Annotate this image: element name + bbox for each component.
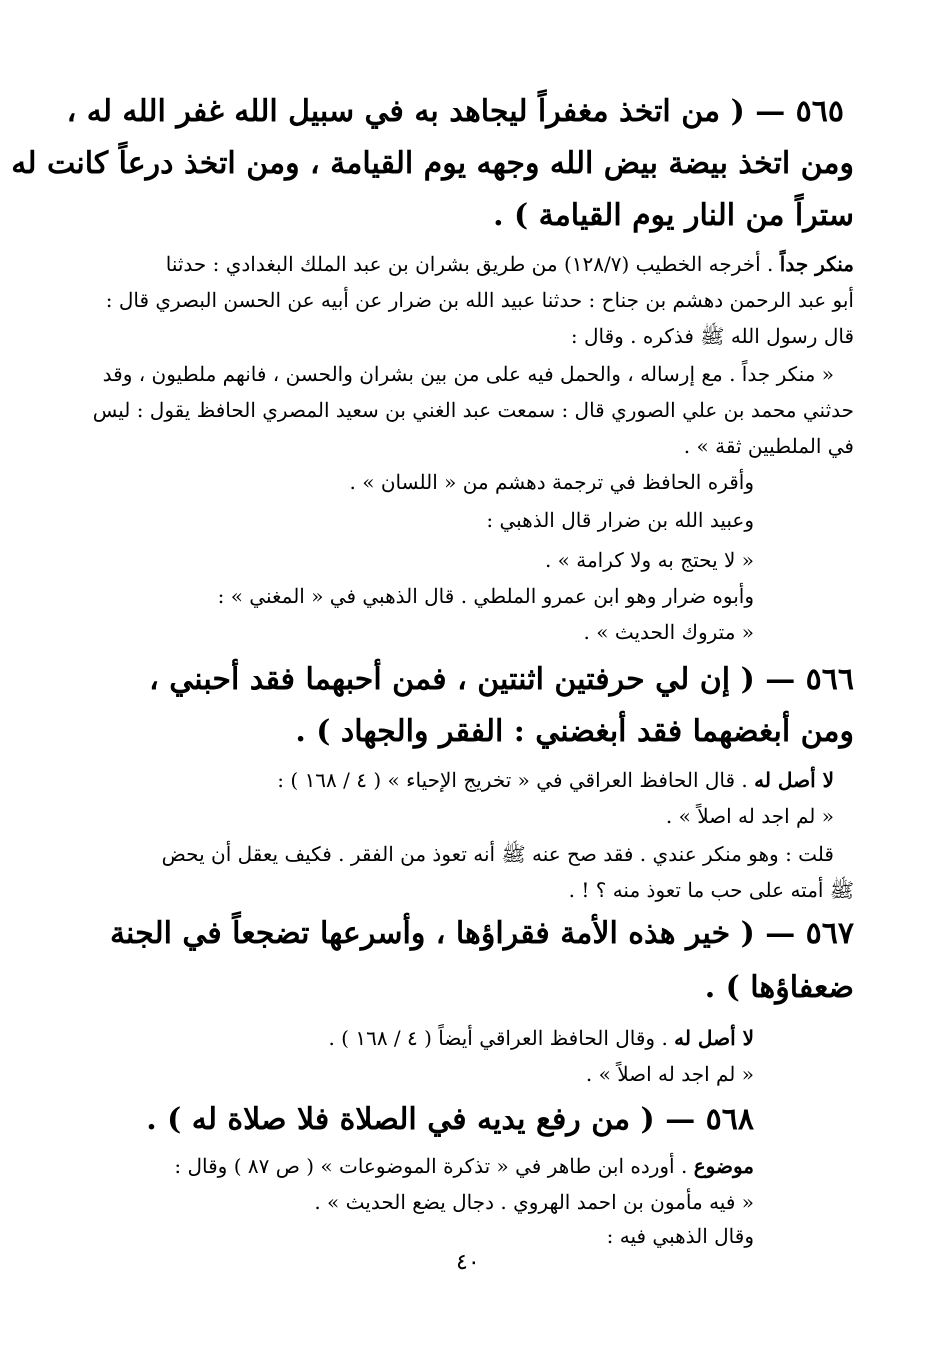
commentary-566-line-2: « لم اجد له اصلاً » . (665, 804, 834, 828)
grade-566: لا أصل له (754, 768, 834, 792)
commentary-568-line-1: موضوع . أورده ابن طاهر في « تذكرة الموضوعات » ( ص ٨٧ ) وقال : (174, 1154, 754, 1178)
hadith-565-line-3: ستراً من النار يوم القيامة ) . (493, 198, 854, 233)
hadith-566-line-1: ٥٦٦ — ( إن لي حرفتين اثنتين ، فمن أحبهما فقد أحبني ، (149, 662, 854, 697)
grade-565: منكر جداً (779, 252, 854, 276)
commentary-565-line-3: قال رسول الله ﷺ فذكره . وقال : (570, 324, 854, 348)
commentary-565-line-1: منكر جداً . أخرجه الخطيب (١٢٨/٧) من طريق بشران بن عبد الملك البغدادي : حدثنا (165, 252, 854, 276)
commentary-568-line-2: « فيه مأمون بن احمد الهروي . دجال يضع الحديث » . (314, 1190, 754, 1214)
commentary-565-line-5: حدثني محمد بن علي الصوري قال : سمعت عبد الغني بن سعيد المصري الحافظ يقول : ليس (92, 398, 854, 422)
commentary-565-line-8: وعبيد الله بن ضرار قال الذهبي : (486, 508, 754, 532)
commentary-566-line-3: قلت : وهو منكر عندي . فقد صح عنه ﷺ أنه تعوذ من الفقر . فكيف يعقل أن يحض (161, 842, 834, 866)
commentary-565-line-7: وأقره الحافظ في ترجمة دهشم من « اللسان » . (349, 470, 754, 494)
commentary-565-line-4: « منكر جداً . مع إرساله ، والحمل فيه على من بين بشران والحسن ، فانهم ملطيون ، وقد (102, 362, 834, 386)
commentary-566-line-1: لا أصل له . قال الحافظ العراقي في « تخريج الإحياء » ( ٤ / ١٦٨ ) : (277, 768, 834, 792)
grade-567: لا أصل له (674, 1026, 754, 1050)
commentary-565-line-11: « متروك الحديث » . (583, 620, 754, 644)
hadith-565-line-2: ومن اتخذ بيضة بيض الله وجهه يوم القيامة ، ومن اتخذ درعاً كانت له (11, 146, 854, 181)
commentary-566-line-4: ﷺ أمته على حب ما تعوذ منه ؟ ! . (568, 878, 854, 902)
page-number: ٤٠ (456, 1250, 480, 1275)
commentary-565-line-9: « لا يحتج به ولا كرامة » . (544, 548, 754, 572)
hadith-566-line-2: ومن أبغضهما فقد أبغضني : الفقر والجهاد ) . (295, 714, 854, 749)
hadith-565-line-1: ٥٦٥ — ( من اتخذ مغفراً ليجاهد به في سبيل الله غفر الله له ، (66, 94, 844, 129)
commentary-568-line-3: وقال الذهبي فيه : (606, 1224, 754, 1248)
commentary-565-line-6: في الملطيين ثقة » . (683, 434, 854, 458)
commentary-565-line-10: وأبوه ضرار وهو ابن عمرو الملطي . قال الذهبي في « المغني » : (217, 584, 754, 608)
hadith-567-line-1: ٥٦٧ — ( خير هذه الأمة فقراؤها ، وأسرعها تضجعاً في الجنة (109, 916, 854, 951)
commentary-567-line-1: لا أصل له . وقال الحافظ العراقي أيضاً ( ٤ / ١٦٨ ) . (328, 1026, 754, 1050)
commentary-567-line-2: « لم اجد له اصلاً » . (585, 1062, 754, 1086)
grade-568: موضوع (693, 1154, 754, 1178)
hadith-567-line-2: ضعفاؤها ) . (704, 970, 854, 1005)
hadith-568-line-1: ٥٦٨ — ( من رفع يديه في الصلاة فلا صلاة له ) . (146, 1102, 754, 1137)
commentary-565-line-2: أبو عبد الرحمن دهشم بن جناح : حدثنا عبيد الله بن ضرار عن أبيه عن الحسن البصري قال : (105, 288, 854, 312)
